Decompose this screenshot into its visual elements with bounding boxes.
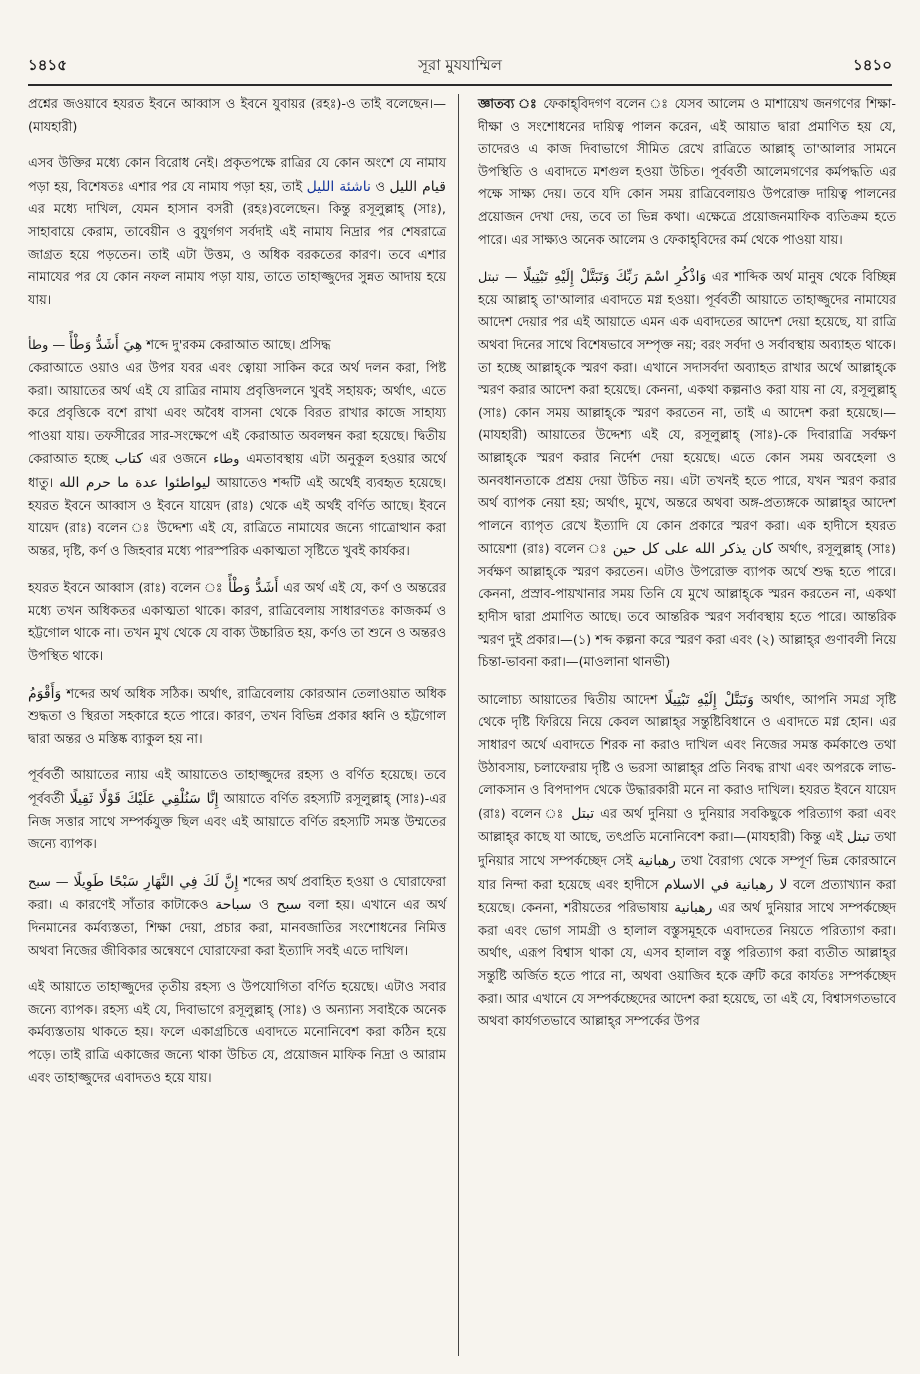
right-column: [478, 94, 896, 1042]
paragraph-text: — وطأ শব্দে দু'রকম কেরাআত আছে। প্রসিদ্ধ: [28, 338, 331, 354]
paragraph-text: এর অর্থ এই যে, কর্ণ ও অন্তরের মধ্যে তখন অধিকতর একাত্মতা থাকে। কারণ, রাত্রিবেলায় সাধারণতঃ কাজকর্ম ও হট্টগোল থাকে না। তখন মুখ থেকে যে বাক্য উচ্চারিত হয়, কর্ণও তা শুনে ও অন্তরও উপস্থিত থাকে।: [28, 581, 446, 665]
arabic-phrase: رهبانية: [674, 900, 713, 917]
right-page-number: ১৪১০: [853, 55, 892, 74]
paragraph-text: এর ওজনে وطاء এমতাবস্থায় এটা অনুকূল হওয়ার অর্থে ধাতু।: [28, 452, 447, 491]
paragraph-text: পূর্ববর্তী আয়াতের ন্যায় এই আয়াতেও তাহাজ্জুদের রহস্য ও বর্ণিত হয়েছে। তবে পূর্ববর্তী: [28, 768, 446, 808]
paragraph-text: শব্দের অর্থ অধিক সঠিক। অর্থাৎ, রাত্রিবেলায় কোরআন তেলাওয়াত অধিক শুদ্ধতা ও স্থিরতা সহকারে হতে পারে। কারণ, তখন বিভিন্ন প্রকার ধ্বনি ও হট্টগোল দ্বারা অন্তর ও মস্তিষ্ক ব্যাকুল হয় না।: [28, 686, 446, 747]
surah-title: সূরা মুযযাম্মিল: [418, 55, 502, 74]
arabic-phrase: تبتل: [846, 829, 870, 846]
paragraph-text: আয়াতেও শব্দটি এই অর্থেই ব্যবহৃত হয়েছে। হযরত ইবনে আব্বাস ও ইবনে যায়েদ (রাঃ) থেকে এই অর্থই বর্ণিত আছে। ইবনে যায়েদ (রাঃ) বলেন ঃ উদ্দেশ্য এই যে, রাত্রিতে নামাযের জন্যে গাত্রোত্থান করা অন্তর, দৃষ্টি, কর্ণ ও জিহবার মধ্যে পারস্পরিক একাত্মতা সৃষ্টিতে খুবই কার্যকর।: [28, 475, 446, 559]
arabic-phrase: لا رهبانية في الاسلام: [664, 876, 788, 893]
arabic-phrase: ناشئة الليل: [306, 178, 371, 195]
paragraph: [28, 871, 446, 963]
paragraph-text: প্রশ্নের জওয়াবে হযরত ইবনে আব্বাস ও ইবনে যুবায়র (রহঃ)-ও তাই বলেছেন।—(মাযহারী): [28, 97, 446, 135]
paragraph-text: এই আয়াতে তাহাজ্জুদের তৃতীয় রহস্য ও উপযোগিতা বর্ণিত হয়েছে। এটাও সবার জন্যে ব্যাপক। রহস্য এই যে, দিবাভাগে রসূলুল্লাহ্ (সাঃ) ও অন্যান্য সবাইকে অনেক কর্মব্যস্ততায় থাকতে হয়। ফলে একাগ্রচিত্তে এবাদতে মনোনিবেশ করা কঠিন হয়ে পড়ে। তাই রাত্রি একাজের জন্যে থাকা উচিত যে, প্রয়োজন মাফিক নিদ্রা ও আরাম এবং তাহাজ্জুদের এবাদতও হয়ে যায়।: [28, 980, 446, 1086]
arabic-phrase: تبتل: [571, 805, 595, 822]
paragraph-text: এসব উক্তির মধ্যে কোন বিরোধ নেই। প্রকৃতপক্ষে রাত্রির যে কোন অংশে যে নামায পড়া হয়, বিশেষতঃ এশার পর যে নামায পড়া হয়, তাই: [28, 156, 446, 195]
paragraph: [28, 577, 446, 668]
paragraph-text: আলোচ্য আয়াতের দ্বিতীয় আদেশ: [478, 692, 658, 708]
verse-arabic: وَتَبَتَّلْ إِلَيْهِ تَبْتِيلًا: [664, 691, 754, 708]
arabic-phrase: أَشَدُّ وَطْأً: [228, 580, 279, 597]
paragraph: [478, 689, 896, 1034]
paragraph: [28, 334, 446, 563]
arabic-phrase: قيام الليل: [389, 178, 446, 195]
paragraph: [478, 266, 896, 675]
paragraph: [28, 153, 446, 312]
paragraph-text: এর অর্থ দুনিয়া ও দুনিয়ার সবকিছুকে পরিত্যাগ করা এবং আল্লাহ্‌র কাছে যা আছে, তৎপ্রতি মনোনিবেশ করা।—(মাযহারী) কিন্তু এই: [478, 806, 896, 846]
verse-arabic: إِنَّا سَنُلْقِي عَلَيْكَ قَوْلًا ثَقِيلًا: [69, 791, 219, 808]
paragraph-text: তথা দুনিয়ার সাথে সম্পর্কচ্ছেদ সেই: [478, 830, 897, 869]
paragraph: [28, 977, 446, 1090]
paragraph: [28, 683, 446, 752]
arabic-phrase: رهبانية: [637, 853, 676, 869]
verse-arabic: وَأَقْوَمُ: [28, 685, 62, 702]
paragraph-text: আয়াতে বর্ণিত রহস্যটি রসূলুল্লাহ্ (সাঃ)-এর নিজ সত্তার সাথে সম্পর্কযুক্ত ছিল এবং এই আয়াতে বর্ণিত রহস্যটি সমস্ত উম্মতের জন্যে ব্যাপক।: [28, 792, 446, 853]
arabic-phrase: ليواطئوا عدة: [135, 474, 211, 491]
paragraph-text: তথা বৈরাগ্য থেকে সম্পূর্ণ ভিন্ন কোরআনে যার নিন্দা করা হয়েছে এবং হাদীসে: [478, 854, 897, 893]
paragraph-text: হযরত ইবনে আব্বাস (রাঃ) বলেন ঃ: [28, 581, 224, 597]
column-divider: [458, 94, 459, 1356]
arabic-phrase: سباحة ও سبح: [215, 897, 302, 914]
paragraph: [28, 94, 446, 139]
arabic-phrase: كتاب: [114, 451, 143, 468]
paragraph-text: অর্থাৎ, রসূলুল্লাহ্ (সাঃ) সর্বক্ষণ আল্লাহ্‌কে স্মরণ করতেন। এটাও উপরোক্ত ব্যাপক অর্থে শুদ্ধ হতে পারে। কেননা, প্রস্রাব-পায়খানার সময় তিনি যে মুখে আল্লাহ্‌কে স্মরন করতেন না, একথা হাদীস দ্বারা প্রমাণিত আছে। তবে আন্তরিক স্মরণ সর্বাবস্থায় হতে পারে। আন্তরিক স্মরণ দুই প্রকার।—(১) শব্দ কল্পনা করে স্মরণ করা এবং (২) আল্লাহ্‌র গুণাবলী নিয়ে চিন্তা-ভাবনা করা।—(মাওলানা থানভী): [478, 542, 896, 671]
paragraph-text: ফেকাহ্‌বিদগণ বলেন ঃ যেসব আলেম ও মাশায়েখ জনগণের শিক্ষা-দীক্ষা ও সংশোধনের দায়িত্ব পালন করেন, এই আয়াত দ্বারা প্রমাণিত হয় যে, তাদেরও এ কাজ দিবাভাগে সীমিত রেখে রাত্রিতে আল্লাহ্ তা'আলার সামনে উপস্থিতি ও এবাদতে মশগুল হওয়া উচিত। পূর্ববর্তী আলেমগণের কর্মপদ্ধতি এর পক্ষে সাক্ষ্য দেয়। তবে যদি কোন সময় রাত্রিবেলায়ও উপরোক্ত দায়িত্ব পালনের প্রয়োজন দেখা দেয়, তবে তা ভিন্ন কথা। এক্ষেত্রে প্রয়োজনমাফিক ব্যতিক্রম হতে পারে। এর সাক্ষ্যও অনেক আলেম ও ফেকাহ্‌বিদের কর্ম থেকে পাওয়া যায়।: [478, 97, 896, 248]
verse-arabic: إِنَّ لَكَ فِي النَّهَارِ سَبْحًا طَوِيلًا: [73, 873, 239, 890]
paragraph: [478, 94, 896, 252]
paragraph-text: থেকে বিচ্ছিন্ন হয়ে আল্লাহ্ তা'আলার এবাদতে মগ্ন হওয়া। পূর্ববর্তী আয়াতে তাহাজ্জুদের নামাযের আদেশ দেয়ার পর এই আয়াতে এমন এক এবাদতের আদেশ দেয়া হয়েছে, যা রাত্রি অথবা দিনের সাথে বিশেষভাবে সম্পৃক্ত নয়; বরং সর্বদা ও সর্বাবস্থায় অব্যাহত থাকে। তা হচ্ছে আল্লাহ্‌কে স্মরণ করা। এখানে সদাসর্বদা অব্যাহত রাখার অর্থে আল্লাহ্‌কে স্মরণ করার আদেশ করা হয়েছে। কেননা, একথা কল্পনাও করা যায় না যে, রসূলুল্লাহ্ (সাঃ) কোন সময় আল্লাহ্‌কে স্মরণ করতেন না, তাই এ আদেশ করা হয়েছে।—(মাযহারী) আয়াতের উদ্দেশ্য এই যে, রসূলুল্লাহ্ (সাঃ)-কে দিবারাত্রি সর্বক্ষণ আল্লাহ্‌কে স্মরণ করার নির্দেশ দেয়া হয়েছে। এতে কোন সময় অবহেলা ও অনবধানতাকে প্রশ্রয় দেয়া উচিত নয়। এটা তখনই হতে পারে, যখন স্মরণ করার অর্থ ব্যাপক নেয়া হয়; অর্থাৎ, মুখে, অন্তরে অথবা অঙ্গ-প্রত্যঙ্গকে আল্লাহ্‌র আদেশ পালনে ব্যাপৃত রেখে ইত্যাদি যে কোন প্রকারে স্মরণ করা। এক হাদীসে হযরত আয়েশা (রাঃ) বলেন ঃ: [478, 270, 896, 558]
paragraph-text: বলা হয়। এখানে এর অর্থ দিনমানের কর্মব্যস্ততা, শিক্ষা দেয়া, প্রচার করা, মানবজাতির সংশোধনের নিমিত্ত অথবা নিজের জীবিকার অন্বেষণে ঘোরাফেরা করা ইত্যাদি সবই এতে দাখিল।: [28, 898, 446, 959]
left-column: [28, 94, 446, 1098]
paragraph: [28, 765, 446, 856]
left-page-number: ১৪১৫: [28, 55, 67, 74]
paragraph-text: অর্থাৎ, আপনি সমগ্র সৃষ্টি থেকে দৃষ্টি ফিরিয়ে নিয়ে কেবল আল্লাহ্‌র সন্তুষ্টিবিধানে ও এবাদতে মগ্ন হোন। এর সাধারণ অর্থে এবাদতে শিরক না করাও দাখিল এবং নিজের সমস্ত কর্মকাণ্ডে তথা উঠাবসায়, চলাফেরায় দৃষ্টি ও ভরসা আল্লাহ্‌র প্রতি নিবদ্ধ রাখা এবং অপরকে লাভ-লোকসান ও বিপদাপদ থেকে উদ্ধারকারী মনে না করাও দাখিল। হযরত ইবনে যায়েদ (রাঃ) বলেন ঃ: [478, 692, 896, 822]
paragraph-text: এর মধ্যে দাখিল, যেমন হাসান বসরী (রহঃ)বলেছেন। কিন্তু রসূলুল্লাহ্ (সাঃ), সাহাবায়ে কেরাম, তাবেয়ীন ও বুযুর্গগণ সর্বদাই এই নামায নিদ্রার পর শেষরাত্রে জাগ্রত হয়ে পড়তেন। তাই এটা উত্তম, ও অধিক বরকতের কারণ। তবে এশার নামাযের পর যে কোন নফল নামায পড়া যায়, তাতে তাহাজ্জুদের সুন্নত আদায় হয়ে যায়।: [28, 202, 446, 308]
arabic-phrase: كان يذكر الله على كل حين: [612, 541, 774, 558]
paragraph-text: এর অর্থ দুনিয়ার সাথে সম্পর্কচ্ছেদ করা এবং ভোগ সামগ্রী ও হালাল বস্তুসমূহকে এবাদতের নিয়তে পরিত্যাগ করা। অর্থাৎ, এরূপ বিশ্বাস থাকা যে, এসব হালাল বস্তু পরিত্যাগ করা ব্যতীত আল্লাহ্‌র সন্তুষ্টি অর্জিত হতে পারে না, অথবা ওয়াজিব হকে ত্রুটি করে কার্যতঃ সম্পর্কচ্ছেদ করা। আর এখানে যে সম্পর্কচ্ছেদের আদেশ করা হয়েছে, তা এই যে, বিশ্বাসগতভাবে অথবা কার্যগতভাবে আল্লাহ্‌র সম্পর্কের উপর: [478, 901, 896, 1030]
note-label: জ্ঞাতব্য ঃ: [478, 97, 538, 112]
paragraph-text: — سبح শব্দের অর্থ প্রবাহিত হওয়া ও ঘোরাফেরা করা। এ কারণেই সাঁতার কাটাকেও: [28, 874, 447, 914]
paragraph-text: — تبتل এর শাব্দিক অর্থ মানুষ: [478, 270, 824, 286]
verse-arabic: هِيَ أَشَدُّ وَطْأً: [69, 337, 143, 354]
paragraph-text: বলে প্রত্যাখ্যান করা হয়েছে। কেননা, শরীয়তের পরিভাষায়: [478, 877, 896, 917]
page-header: [28, 48, 892, 86]
arabic-phrase: ما حرم الله: [59, 474, 130, 491]
conjunction: ও: [375, 179, 385, 195]
verse-arabic: وَاذْكُرِ اسْمَ رَبِّكَ وَتَبَتَّلْ إِلَيْهِ تَبْتِيلًا: [523, 269, 707, 286]
paragraph-text: কেরাআতে ওয়াও এর উপর যবর এবং ত্বোয়া সাকিন করে অর্থ দলন করা, পিষ্ট করা। আয়াতের অর্থ এই যে রাত্রির নামায প্রবৃত্তিদলনে খুবই সহায়ক; অর্থাৎ, এতে করে প্রবৃত্তিকে বশে রাখা এবং অবৈধ বাসনা থেকে বিরত রাখার কাজে সাহায্য পাওয়া যায়। তফসীরের সার-সংক্ষেপে এই কেরাআত অবলম্বন করা হয়েছে। দ্বিতীয় কেরাআত হচ্ছে: [28, 360, 446, 468]
